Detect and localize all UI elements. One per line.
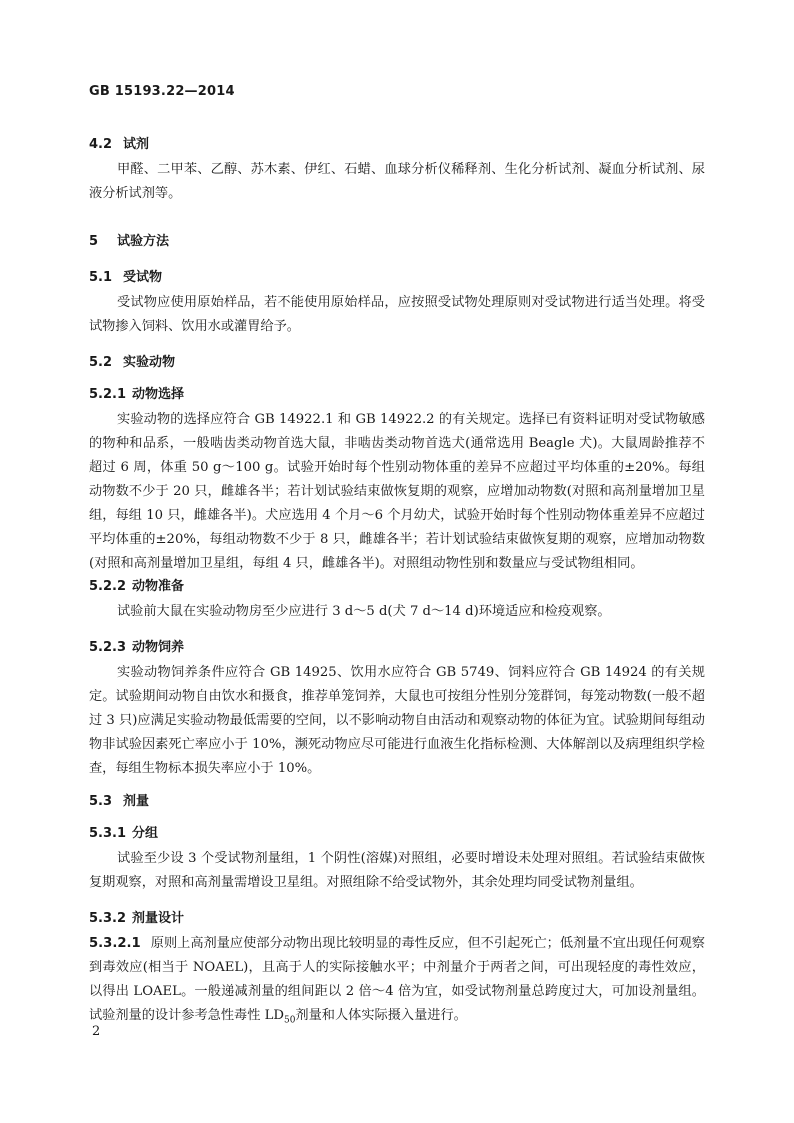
heading-title: 动物准备	[132, 579, 185, 594]
heading-number: 5.2.3	[89, 640, 127, 655]
heading-5	[89, 230, 705, 249]
heading-title: 动物饲养	[132, 640, 185, 655]
heading-number: 4.2	[89, 137, 113, 152]
heading-title: 剂量设计	[132, 911, 185, 926]
paragraph-5-2-1: 实验动物的选择应符合 GB 14922.1 和 GB 14922.2 的有关规定。选择已有资料证明对受试物敏感的物种和品系，一般啮齿类动物首选大鼠，非啮齿类动物首选犬(通常选用 Beagle 犬)。大鼠周龄推荐不超过 6 周，体重 50 g～100 g。试验开始时每个性别动物体重的差异不应超过平均体重的±20%。每组动物数不少于 20 只，雌雄各半；若计划试验结束做恢复期的观察，应增加动物数(对照和高剂量增加卫星组，每组 10 只，雌雄各半)。犬应选用 4 个月～6 个月幼犬，试验开始时每个性别动物体重差异不应超过平均体重的±20%，每组动物数不少于 8 只，雌雄各半；若计划试验结束做恢复期的观察，应增加动物数(对照和高剂量增加卫星组，每组 4 只，雌雄各半)。对照组动物性别和数量应与受试物组相同。	[89, 412, 705, 571]
heading-5-2-3	[89, 636, 705, 655]
heading-number: 5.2	[89, 355, 113, 370]
heading-5-3-2	[89, 907, 705, 926]
heading-number: 5	[89, 234, 99, 249]
heading-title: 试验方法	[117, 234, 170, 249]
heading-number: 5.1	[89, 270, 113, 285]
heading-title: 实验动物	[123, 355, 176, 370]
heading-4-2	[89, 133, 705, 152]
paragraph-5-3-2-1	[89, 932, 705, 1033]
paragraph-4-2: 甲醛、二甲苯、乙醇、苏木素、伊红、石蜡、血球分析仪稀释剂、生化分析试剂、凝血分析试剂、尿液分析试剂等。	[89, 162, 705, 201]
heading-title: 动物选择	[132, 387, 185, 402]
paragraph-5-2-3: 实验动物饲养条件应符合 GB 14925、饮用水应符合 GB 5749、饲料应符合 GB 14924 的有关规定。试验期间动物自由饮水和摄食，推荐单笼饲养，大鼠也可按组分性别分笼群饲，每笼动物数(一般不超过 3 只)应满足实验动物最低需要的空间，以不影响动物自由活动和观察动物的体征为宜。试验期间每组动物非试验因素死亡率应小于 10%，濒死动物应尽可能进行血液生化指标检测、大体解剖以及病理组织学检查，每组生物标本损失率应小于 10%。	[89, 665, 705, 776]
heading-5-3-1	[89, 822, 705, 841]
heading-number: 5.3.2	[89, 911, 127, 926]
heading-title: 受试物	[123, 270, 163, 285]
ld50-subscript: 50	[283, 1015, 296, 1026]
clause-number: 5.3.2.1	[89, 936, 141, 951]
heading-5-1	[89, 266, 705, 285]
clause-text-part-b: 剂量和人体实际摄入量进行。	[295, 1008, 467, 1023]
heading-5-2-1	[89, 383, 705, 402]
heading-title: 试剂	[123, 137, 150, 152]
heading-title: 分组	[132, 826, 159, 841]
heading-number: 5.3.1	[89, 826, 127, 841]
heading-title: 剂量	[123, 794, 150, 809]
heading-5-2-2	[89, 575, 705, 594]
heading-5-3	[89, 790, 705, 809]
standard-header: GB 15193.22—2014	[89, 84, 235, 99]
heading-5-2	[89, 351, 705, 370]
paragraph-5-3-1: 试验至少设 3 个受试物剂量组，1 个阴性(溶媒)对照组，必要时增设未处理对照组。若试验结束做恢复期观察，对照和高剂量需增设卫星组。对照组除不给受试物外，其余处理均同受试物剂量组。	[89, 851, 705, 890]
paragraph-5-2-2: 试验前大鼠在实验动物房至少应进行 3 d～5 d(犬 7 d～14 d)环境适应和检疫观察。	[117, 604, 611, 619]
heading-number: 5.2.1	[89, 387, 127, 402]
paragraph-5-1: 受试物应使用原始样品，若不能使用原始样品，应按照受试物处理原则对受试物进行适当处理。将受试物掺入饲料、饮用水或灌胃给予。	[89, 295, 705, 334]
clause-text-part-a: 原则上高剂量应使部分动物出现比较明显的毒性反应，但不引起死亡；低剂量不宜出现任何观察到毒效应(相当于 NOAEL)，且高于人的实际接触水平；中剂量介于两者之间，可出现轻度的毒性效应，以得出 LOAEL。一般递减剂量的组间距以 2 倍～4 倍为宜，如受试物剂量总跨度过大，可加设剂量组。试验剂量的设计参考急性毒性 LD	[89, 936, 705, 1023]
heading-number: 5.2.2	[89, 579, 127, 594]
page-number: 2	[92, 1024, 101, 1039]
heading-number: 5.3	[89, 794, 113, 809]
